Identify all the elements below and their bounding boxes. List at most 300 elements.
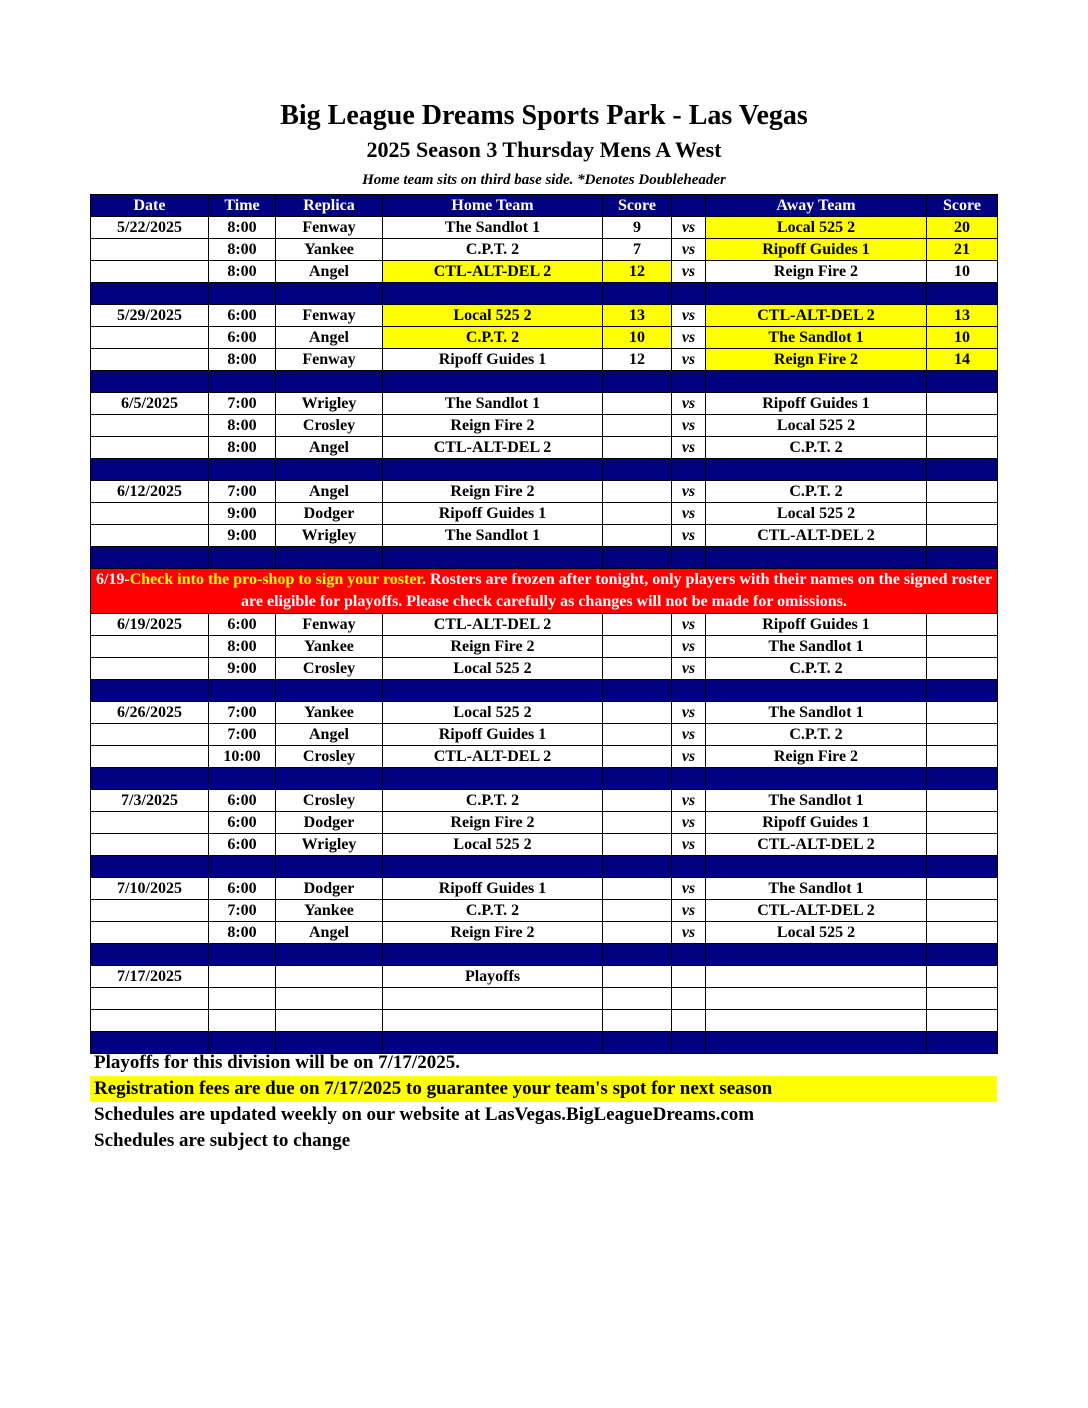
game-row [91,349,998,371]
away-score-cell [927,636,998,658]
separator-cell [927,680,998,702]
separator-cell [209,944,276,966]
time-cell: 6:00 [209,878,276,900]
away-score-cell: 10 [927,261,998,283]
vs-cell: vs [672,834,706,856]
separator-cell [209,459,276,481]
away-team-cell: Ripoff Guides 1 [706,239,927,261]
seating-note: Home team sits on third base side. *Denotes Doubleheader [362,172,726,188]
vs-cell: vs [672,636,706,658]
separator-cell [383,547,603,569]
date-cell [91,922,209,944]
time-cell: 7:00 [209,724,276,746]
separator-cell [927,283,998,305]
game-row [91,393,998,415]
date-cell: 7/17/2025 [91,966,209,988]
away-score-cell [927,922,998,944]
date-cell [91,503,209,525]
separator-cell [672,768,706,790]
home-team-cell: CTL-ALT-DEL 2 [383,746,603,768]
time-cell: 8:00 [209,636,276,658]
time-cell: 6:00 [209,614,276,636]
home-team-cell: C.P.T. 2 [383,790,603,812]
separator-cell [209,547,276,569]
game-row [91,790,998,812]
date-cell: 7/3/2025 [91,790,209,812]
away-team-cell: Reign Fire 2 [706,261,927,283]
field-cell: Crosley [276,790,383,812]
time-cell: 9:00 [209,503,276,525]
away-team-cell [706,1010,927,1032]
home-team-cell: Local 525 2 [383,658,603,680]
time-cell: 8:00 [209,922,276,944]
home-score-cell [603,636,672,658]
home-team-cell: Local 525 2 [383,702,603,724]
date-cell [91,746,209,768]
away-score-cell: 14 [927,349,998,371]
away-team-cell: Ripoff Guides 1 [706,393,927,415]
separator-cell [927,856,998,878]
home-score-cell: 7 [603,239,672,261]
away-score-cell [927,878,998,900]
separator-cell [91,283,209,305]
home-team-cell: Ripoff Guides 1 [383,878,603,900]
vs-cell: vs [672,481,706,503]
away-team-cell: Ripoff Guides 1 [706,614,927,636]
home-team-cell: Local 525 2 [383,305,603,327]
home-team-cell: C.P.T. 2 [383,239,603,261]
home-score-cell [603,481,672,503]
away-score-cell [927,702,998,724]
separator-cell [927,768,998,790]
home-team-cell: Reign Fire 2 [383,415,603,437]
date-cell [91,658,209,680]
away-team-cell: C.P.T. 2 [706,658,927,680]
game-row [91,503,998,525]
separator-cell [209,856,276,878]
field-cell: Angel [276,437,383,459]
date-cell [91,327,209,349]
date-cell: 7/10/2025 [91,878,209,900]
time-cell: 7:00 [209,702,276,724]
field-cell: Dodger [276,812,383,834]
away-team-cell: The Sandlot 1 [706,878,927,900]
home-team-cell: The Sandlot 1 [383,217,603,239]
separator-cell [603,547,672,569]
game-row [91,966,998,988]
separator-cell [672,856,706,878]
field-cell: Wrigley [276,834,383,856]
home-score-cell [603,812,672,834]
week-separator-row [91,680,998,702]
field-cell: Crosley [276,415,383,437]
separator-cell [603,371,672,393]
time-cell: 9:00 [209,525,276,547]
notice-date: 6/19- [95,571,130,588]
registration-note: Registration fees are due on 7/17/2025 to guarantee your team's spot for next season [90,1076,997,1102]
time-cell [209,1010,276,1032]
home-team-cell: Reign Fire 2 [383,922,603,944]
time-cell: 7:00 [209,393,276,415]
separator-cell [276,768,383,790]
game-row [91,415,998,437]
away-score-cell [927,437,998,459]
home-score-cell: 10 [603,327,672,349]
game-row [91,217,998,239]
home-score-cell: 9 [603,217,672,239]
separator-cell [706,768,927,790]
vs-cell: vs [672,415,706,437]
date-cell [91,724,209,746]
away-score-cell: 20 [927,217,998,239]
away-score-cell [927,658,998,680]
away-score-cell [927,834,998,856]
away-team-cell: C.P.T. 2 [706,724,927,746]
home-team-cell: The Sandlot 1 [383,525,603,547]
date-cell: 5/29/2025 [91,305,209,327]
away-team-cell: The Sandlot 1 [706,327,927,349]
separator-cell [91,768,209,790]
time-cell: 6:00 [209,327,276,349]
field-cell: Angel [276,481,383,503]
page-title: Big League Dreams Sports Park - Las Vegas [280,100,808,131]
time-cell: 8:00 [209,415,276,437]
home-score-cell [603,702,672,724]
field-cell: Angel [276,327,383,349]
vs-cell: vs [672,525,706,547]
home-team-cell: Ripoff Guides 1 [383,724,603,746]
week-separator-row [91,768,998,790]
field-cell [276,1010,383,1032]
field-cell: Fenway [276,305,383,327]
home-team-cell: The Sandlot 1 [383,393,603,415]
away-score-cell [927,724,998,746]
field-cell: Yankee [276,636,383,658]
game-row [91,834,998,856]
field-cell: Dodger [276,503,383,525]
separator-cell [672,944,706,966]
date-cell [91,349,209,371]
date-cell [91,636,209,658]
date-cell [91,834,209,856]
separator-cell [383,459,603,481]
separator-cell [276,547,383,569]
table-header-row [91,195,998,217]
schedule-table [90,194,998,1054]
game-row [91,746,998,768]
away-team-cell: Reign Fire 2 [706,746,927,768]
game-row [91,988,998,1010]
home-score-cell [603,437,672,459]
away-score-cell [927,1010,998,1032]
separator-cell [383,944,603,966]
separator-cell [706,459,927,481]
vs-cell: vs [672,878,706,900]
separator-cell [603,459,672,481]
vs-cell: vs [672,900,706,922]
away-team-cell: The Sandlot 1 [706,790,927,812]
page-subtitle: 2025 Season 3 Thursday Mens A West [366,137,722,162]
playoffs-note: Playoffs for this division will be on 7/17/2025. [94,1052,460,1073]
separator-cell [603,680,672,702]
separator-cell [672,283,706,305]
home-score-cell: 12 [603,349,672,371]
game-row [91,261,998,283]
away-score-cell [927,503,998,525]
separator-cell [706,856,927,878]
separator-cell [209,283,276,305]
separator-cell [603,768,672,790]
home-team-cell: Reign Fire 2 [383,636,603,658]
away-score-cell [927,481,998,503]
away-score-cell [927,812,998,834]
away-team-cell: Local 525 2 [706,217,927,239]
home-team-cell: C.P.T. 2 [383,327,603,349]
vs-cell [672,988,706,1010]
separator-cell [672,371,706,393]
home-team-cell: CTL-ALT-DEL 2 [383,614,603,636]
week-separator-row [91,283,998,305]
separator-cell [91,459,209,481]
home-team-cell [383,988,603,1010]
time-cell: 7:00 [209,900,276,922]
date-cell [91,525,209,547]
home-score-cell: 13 [603,305,672,327]
roster-notice-row [91,569,998,614]
game-row [91,922,998,944]
field-cell: Yankee [276,702,383,724]
date-cell [91,1010,209,1032]
date-cell [91,415,209,437]
separator-cell [706,283,927,305]
time-cell [209,966,276,988]
separator-cell [91,547,209,569]
field-cell: Angel [276,261,383,283]
field-cell: Yankee [276,900,383,922]
week-separator-row [91,856,998,878]
away-team-cell: Ripoff Guides 1 [706,812,927,834]
away-team-cell [706,966,927,988]
column-header: Date [91,195,209,217]
separator-cell [276,371,383,393]
week-separator-row [91,547,998,569]
field-cell: Angel [276,724,383,746]
time-cell: 8:00 [209,239,276,261]
separator-cell [91,856,209,878]
away-team-cell: Reign Fire 2 [706,349,927,371]
website-note: Schedules are updated weekly on our website at LasVegas.BigLeagueDreams.com [94,1104,755,1125]
home-score-cell [603,503,672,525]
home-team-cell: C.P.T. 2 [383,900,603,922]
vs-cell: vs [672,217,706,239]
separator-cell [209,371,276,393]
time-cell: 6:00 [209,305,276,327]
vs-cell: vs [672,503,706,525]
home-team-cell [383,1010,603,1032]
game-row [91,702,998,724]
game-row [91,878,998,900]
home-score-cell [603,790,672,812]
vs-cell [672,966,706,988]
vs-cell: vs [672,261,706,283]
field-cell: Wrigley [276,393,383,415]
home-score-cell [603,834,672,856]
time-cell: 6:00 [209,812,276,834]
away-team-cell [706,988,927,1010]
separator-cell [383,371,603,393]
field-cell: Crosley [276,658,383,680]
notice-highlight: Check into the pro-shop to sign your roster [129,571,423,588]
field-cell: Wrigley [276,525,383,547]
game-row [91,614,998,636]
time-cell: 8:00 [209,217,276,239]
home-team-cell: Local 525 2 [383,834,603,856]
game-row [91,658,998,680]
home-team-cell: Ripoff Guides 1 [383,503,603,525]
notice-text: . Rosters are frozen after tonight, only players with their names on the signed roster are eligible for playoffs. Please check carefully as changes will not be made for omissions. [241,571,993,610]
time-cell: 9:00 [209,658,276,680]
away-score-cell [927,790,998,812]
date-cell [91,900,209,922]
vs-cell: vs [672,812,706,834]
away-team-cell: Local 525 2 [706,922,927,944]
week-separator-row [91,371,998,393]
week-separator-row [91,944,998,966]
separator-cell [927,459,998,481]
date-cell [91,437,209,459]
home-team-cell: Reign Fire 2 [383,481,603,503]
vs-cell: vs [672,437,706,459]
column-header: Time [209,195,276,217]
vs-cell: vs [672,922,706,944]
time-cell: 8:00 [209,349,276,371]
away-score-cell [927,746,998,768]
field-cell: Dodger [276,878,383,900]
date-cell: 6/26/2025 [91,702,209,724]
field-cell: Fenway [276,349,383,371]
home-score-cell [603,878,672,900]
column-header: Away Team [706,195,927,217]
separator-cell [276,856,383,878]
away-team-cell: C.P.T. 2 [706,437,927,459]
vs-cell: vs [672,305,706,327]
away-score-cell [927,525,998,547]
home-team-cell: CTL-ALT-DEL 2 [383,437,603,459]
separator-cell [383,856,603,878]
game-row [91,481,998,503]
field-cell: Crosley [276,746,383,768]
separator-cell [276,944,383,966]
date-cell: 6/19/2025 [91,614,209,636]
home-score-cell [603,393,672,415]
column-header: Replica [276,195,383,217]
separator-cell [706,547,927,569]
time-cell: 10:00 [209,746,276,768]
away-team-cell: CTL-ALT-DEL 2 [706,834,927,856]
separator-cell [209,680,276,702]
home-score-cell [603,1010,672,1032]
away-score-cell: 21 [927,239,998,261]
separator-cell [672,547,706,569]
field-cell [276,988,383,1010]
separator-cell [276,459,383,481]
away-team-cell: Local 525 2 [706,503,927,525]
column-header: Score [927,195,998,217]
separator-cell [927,944,998,966]
separator-cell [672,459,706,481]
separator-cell [672,680,706,702]
time-cell: 8:00 [209,261,276,283]
home-score-cell [603,900,672,922]
time-cell: 7:00 [209,481,276,503]
vs-cell: vs [672,724,706,746]
game-row [91,239,998,261]
date-cell: 6/5/2025 [91,393,209,415]
separator-cell [927,547,998,569]
vs-cell: vs [672,790,706,812]
separator-cell [276,283,383,305]
separator-cell [91,944,209,966]
time-cell [209,988,276,1010]
vs-cell: vs [672,658,706,680]
change-note: Schedules are subject to change [94,1130,351,1151]
column-header: Home Team [383,195,603,217]
away-team-cell: The Sandlot 1 [706,636,927,658]
home-score-cell [603,988,672,1010]
separator-cell [91,371,209,393]
game-row [91,525,998,547]
away-team-cell: CTL-ALT-DEL 2 [706,525,927,547]
separator-cell [706,944,927,966]
away-team-cell: Local 525 2 [706,415,927,437]
home-team-cell: Reign Fire 2 [383,812,603,834]
week-separator-row [91,459,998,481]
separator-cell [706,680,927,702]
separator-cell [706,371,927,393]
separator-cell [603,856,672,878]
home-score-cell [603,966,672,988]
away-score-cell [927,614,998,636]
game-row [91,437,998,459]
home-team-cell: Ripoff Guides 1 [383,349,603,371]
away-score-cell [927,900,998,922]
column-header [672,195,706,217]
separator-cell [603,283,672,305]
field-cell: Fenway [276,217,383,239]
field-cell: Yankee [276,239,383,261]
game-row [91,900,998,922]
game-row [91,636,998,658]
vs-cell: vs [672,614,706,636]
vs-cell: vs [672,349,706,371]
date-cell: 6/12/2025 [91,481,209,503]
home-score-cell [603,614,672,636]
date-cell [91,239,209,261]
home-score-cell [603,525,672,547]
date-cell [91,812,209,834]
roster-notice [91,569,998,614]
away-team-cell: CTL-ALT-DEL 2 [706,900,927,922]
field-cell: Fenway [276,614,383,636]
vs-cell: vs [672,746,706,768]
vs-cell: vs [672,702,706,724]
field-cell [276,966,383,988]
home-score-cell [603,922,672,944]
vs-cell [672,1010,706,1032]
home-team-cell: Playoffs [383,966,603,988]
away-score-cell: 10 [927,327,998,349]
game-row [91,327,998,349]
